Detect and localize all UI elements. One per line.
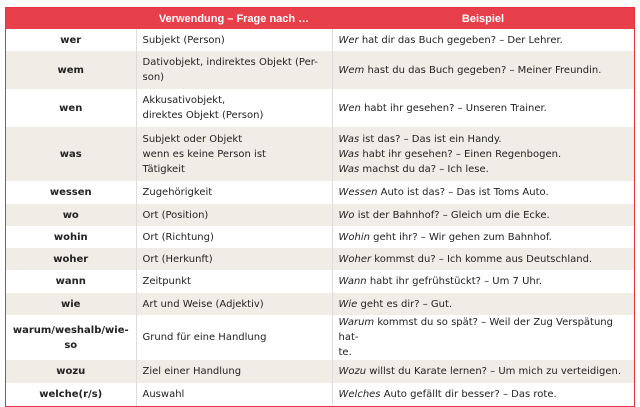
question-word: was xyxy=(59,148,82,160)
header-example: Beispiel xyxy=(332,8,634,29)
example-question-word: Woher xyxy=(338,253,372,265)
question-words-table-container xyxy=(5,7,635,407)
usage-cell xyxy=(136,270,332,293)
example-text: willst du Karate lernen? – Um mich zu verteidigen. xyxy=(366,366,622,377)
usage-text: Auswahl xyxy=(142,389,185,400)
usage-text: Zeitpunkt xyxy=(142,276,191,287)
example-text: hat dir das Buch gegeben? – Der Lehrer. xyxy=(358,34,563,46)
usage-text: Subjekt (Person) xyxy=(142,34,225,46)
example-text: ist das? – Das ist ein Handy. xyxy=(359,133,502,145)
example-text: machst du da? – Ich lese. xyxy=(359,163,489,175)
table-row xyxy=(6,29,634,51)
usage-cell xyxy=(136,181,332,204)
usage-text: wenn es keine Person ist xyxy=(142,148,266,160)
question-word-cell xyxy=(6,360,136,383)
usage-text: Subjekt oder Objekt xyxy=(142,133,243,145)
question-word: wann xyxy=(55,276,86,287)
example-cell xyxy=(332,293,634,315)
table-row xyxy=(6,383,634,406)
usage-text: Akkusativobjekt, xyxy=(142,95,226,106)
example-question-word: Wo xyxy=(338,209,355,221)
question-word-cell xyxy=(6,293,136,315)
example-cell xyxy=(332,204,634,226)
usage-cell xyxy=(136,204,332,226)
usage-cell xyxy=(136,360,332,383)
example-text: habt ihr gesehen? – Unseren Trainer. xyxy=(360,102,547,114)
question-word: wem xyxy=(57,64,84,76)
example-question-word: Wem xyxy=(338,64,365,76)
question-word: wie xyxy=(61,298,81,310)
table-row xyxy=(6,181,634,204)
example-text: Auto gefällt dir besser? – Das rote. xyxy=(380,389,557,400)
question-word-cell xyxy=(6,127,136,181)
example-text: geht es dir? – Gut. xyxy=(357,298,453,310)
question-word: wo xyxy=(62,209,79,221)
question-word: wen xyxy=(59,102,83,114)
example-cell xyxy=(332,29,634,51)
question-word: wer xyxy=(60,34,82,46)
example-question-word: Wie xyxy=(338,298,358,310)
question-word: so xyxy=(64,339,78,351)
question-word-cell xyxy=(6,51,136,89)
example-cell xyxy=(332,270,634,293)
question-words-table xyxy=(6,8,634,406)
table-row xyxy=(6,204,634,226)
table-row xyxy=(6,315,634,360)
table-row xyxy=(6,226,634,248)
usage-text: Ort (Richtung) xyxy=(142,231,214,243)
table-header xyxy=(6,8,634,29)
usage-cell xyxy=(136,51,332,89)
question-word: wohin xyxy=(53,231,88,243)
example-question-word: Wer xyxy=(338,34,359,46)
example-text: habt ihr gefrühstückt? – Um 7 Uhr. xyxy=(366,276,543,287)
example-cell xyxy=(332,248,634,270)
usage-cell xyxy=(136,127,332,181)
example-cell xyxy=(332,181,634,204)
example-text: geht ihr? – Wir gehen zum Bahnhof. xyxy=(369,231,552,243)
usage-cell xyxy=(136,89,332,127)
usage-text: Tätigkeit xyxy=(142,163,185,175)
example-cell xyxy=(332,51,634,89)
example-question-word: Welches xyxy=(338,389,381,400)
question-word: wozu xyxy=(56,366,86,377)
example-text: Auto ist das? – Das ist Toms Auto. xyxy=(377,187,549,198)
table-row xyxy=(6,270,634,293)
table-row xyxy=(6,127,634,181)
question-word-cell xyxy=(6,315,136,360)
usage-cell xyxy=(136,248,332,270)
question-word-cell xyxy=(6,204,136,226)
example-text: te. xyxy=(338,347,352,358)
example-question-word: Wohin xyxy=(338,231,370,243)
example-question-word: Wessen xyxy=(338,187,378,198)
example-text: habt ihr gesehen? – Einen Regenbogen. xyxy=(359,148,562,160)
example-question-word: Warum xyxy=(338,317,375,328)
question-word-cell xyxy=(6,29,136,51)
usage-text: Ziel einer Handlung xyxy=(142,366,242,377)
usage-cell xyxy=(136,226,332,248)
example-text: ist der Bahnhof? – Gleich um die Ecke. xyxy=(354,209,550,221)
question-word: welche(r/s) xyxy=(39,389,103,400)
example-text: kommst du so spät? – Weil der Zug Verspätung hat- xyxy=(338,317,613,343)
example-question-word: Was xyxy=(338,163,360,175)
example-question-word: Wen xyxy=(338,102,361,114)
header-word xyxy=(6,8,136,29)
header-usage: Verwendung – Frage nach … xyxy=(136,8,332,29)
usage-text: direktes Objekt (Person) xyxy=(142,110,264,121)
example-cell xyxy=(332,315,634,360)
table-row xyxy=(6,360,634,383)
usage-text: Art und Weise (Adjektiv) xyxy=(142,298,264,310)
example-cell xyxy=(332,383,634,406)
example-text: kommst du? – Ich komme aus Deutschland. xyxy=(371,253,593,265)
example-cell xyxy=(332,360,634,383)
example-cell xyxy=(332,89,634,127)
usage-text: Zugehörigkeit xyxy=(142,187,213,198)
question-word: warum/weshalb/wie- xyxy=(12,324,129,336)
usage-cell xyxy=(136,293,332,315)
question-word: wessen xyxy=(49,187,92,198)
question-word: woher xyxy=(53,253,89,265)
table-row xyxy=(6,248,634,270)
usage-text: Grund für eine Handlung xyxy=(142,332,267,343)
question-word-cell xyxy=(6,383,136,406)
usage-cell xyxy=(136,315,332,360)
usage-cell xyxy=(136,29,332,51)
question-word-cell xyxy=(6,89,136,127)
question-word-cell xyxy=(6,270,136,293)
example-question-word: Was xyxy=(338,133,360,145)
table-row xyxy=(6,293,634,315)
question-word-cell xyxy=(6,248,136,270)
example-question-word: Wozu xyxy=(338,366,367,377)
usage-text: Dativobjekt, indirektes Objekt (Per- xyxy=(142,57,318,68)
question-word-cell xyxy=(6,226,136,248)
question-word-cell xyxy=(6,181,136,204)
usage-text: son) xyxy=(142,72,165,83)
example-question-word: Wann xyxy=(338,276,367,287)
example-text: hast du das Buch gegeben? – Meiner Freundin. xyxy=(364,64,602,76)
usage-text: Ort (Position) xyxy=(142,209,209,221)
usage-text: Ort (Herkunft) xyxy=(142,253,213,265)
table-row xyxy=(6,89,634,127)
example-cell xyxy=(332,127,634,181)
usage-cell xyxy=(136,383,332,406)
example-cell xyxy=(332,226,634,248)
table-row xyxy=(6,51,634,89)
example-question-word: Was xyxy=(338,148,360,160)
